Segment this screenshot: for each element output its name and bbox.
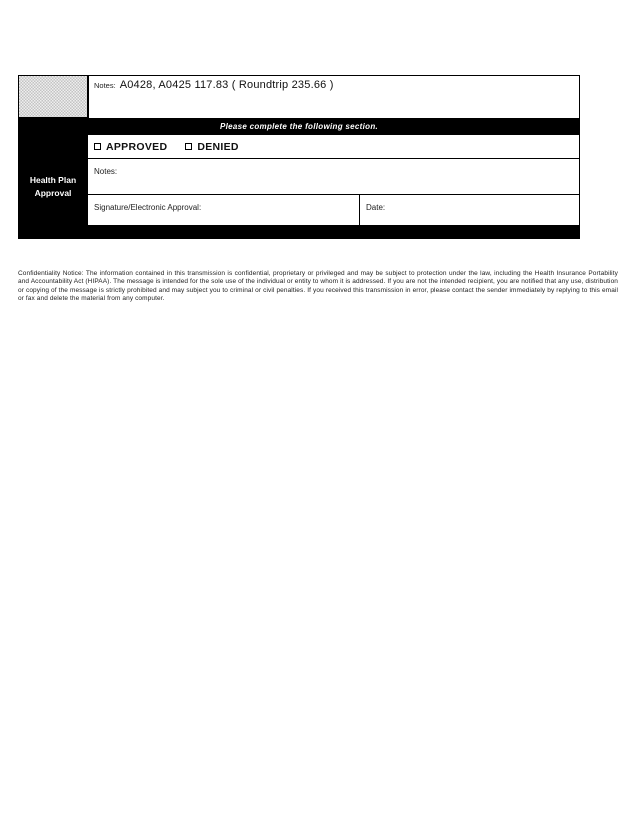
date-label: Date:: [366, 203, 386, 212]
referral-notes-cell[interactable]: [88, 75, 580, 118]
approval-decision-row: [88, 135, 580, 159]
approved-option[interactable]: [94, 141, 167, 153]
approved-checkbox[interactable]: [94, 143, 101, 150]
health-plan-approval-form: [18, 75, 580, 239]
form-bottom-bar: [18, 225, 580, 239]
approval-notes-label: Notes:: [94, 167, 118, 176]
denied-label: DENIED: [197, 140, 239, 153]
referral-notes-value: A0428, A0425 117.83 ( Roundtrip 235.66 ): [119, 79, 334, 91]
approved-label: APPROVED: [106, 140, 168, 153]
signature-date-row: [88, 195, 580, 225]
date-field[interactable]: [360, 195, 580, 225]
section-side-header-label: Health Plan Approval: [29, 175, 77, 198]
section-banner-text: Please complete the following section.: [219, 122, 379, 131]
hatched-shaded-cell: [18, 75, 88, 118]
denied-checkbox[interactable]: [185, 143, 192, 150]
signature-label: Signature/Electronic Approval:: [94, 203, 202, 212]
approval-notes-field[interactable]: [88, 159, 580, 195]
denied-option[interactable]: [185, 141, 238, 153]
signature-field[interactable]: [88, 195, 360, 225]
section-side-header: [18, 135, 88, 239]
confidentiality-notice: Confidentiality Notice: The information contained in this transmission is confidential, proprietary or privileged and may be subject to protection under the law, including the Health Insurance Portability and Accountability Act (HIPAA). The message is intended for the sole use of the individual or entity to whom it is addressed. If you are not the intended recipient, you are notified that any use, distribution or copying of the message is strictly prohibited and may subject you to criminal or civil penalties. If you received this transmission in error, please contact the sender immediately by replying to this email or fax and delete the material from any computer.: [18, 270, 618, 302]
section-banner: [18, 118, 580, 135]
referral-notes-label: Notes:: [94, 81, 116, 90]
